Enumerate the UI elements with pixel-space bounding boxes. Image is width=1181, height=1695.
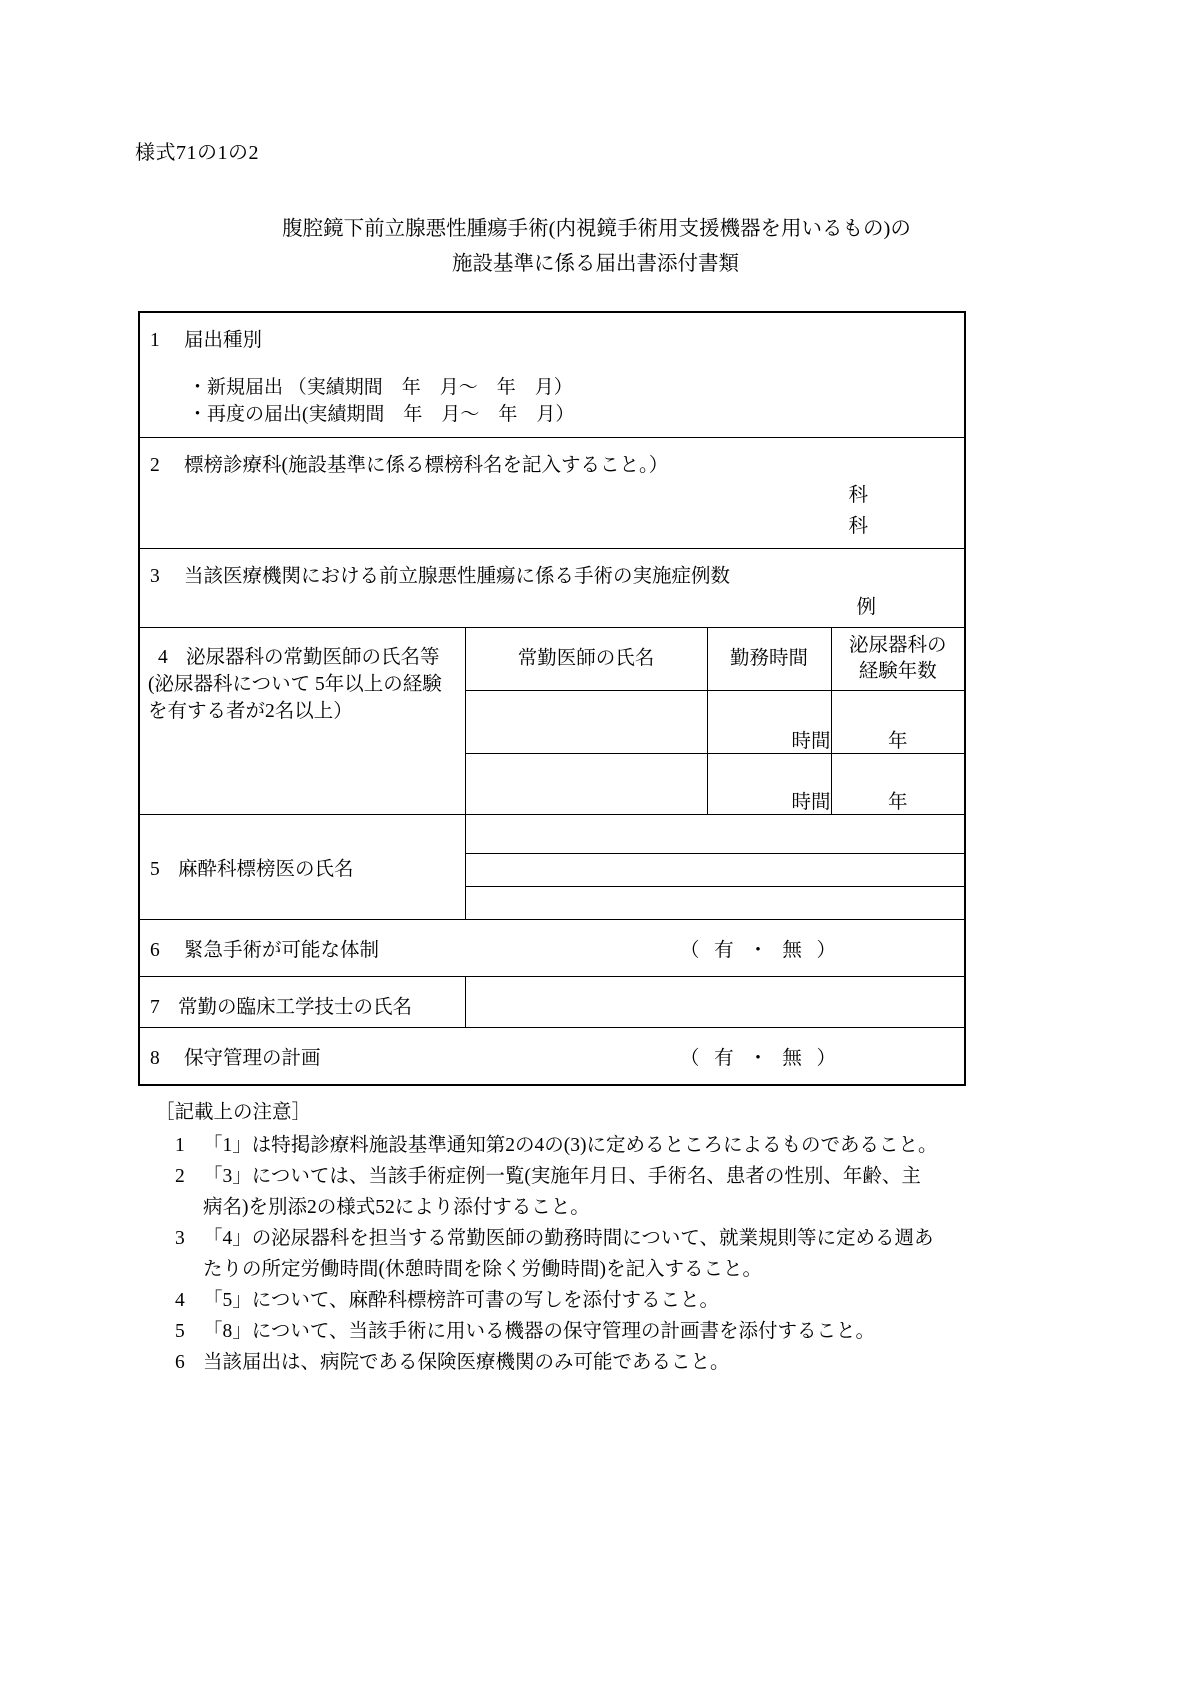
- doctor-2-experience-input[interactable]: 年: [831, 754, 965, 815]
- column-header-doctor-name: 常勤医師の氏名: [465, 628, 707, 691]
- section-8-choice[interactable]: （ 有 ・ 無 ）: [680, 1048, 837, 1069]
- section-4-label-cell: [139, 628, 465, 815]
- note-text: 「4」の泌尿器科を担当する常勤医師の勤務時間について、就業規則等に定める週あ: [203, 1228, 934, 1249]
- note-index: 5: [175, 1321, 185, 1342]
- table-row-section-5-a: [139, 815, 965, 854]
- section-4-header: [148, 644, 459, 671]
- note-text: 当該届出は、病院である保険医療機関のみ可能であること。: [203, 1352, 730, 1373]
- doctor-2-name-input[interactable]: [465, 754, 707, 815]
- section-7-header: [140, 977, 465, 1019]
- department-unit-1: 科: [848, 485, 869, 506]
- column-header-experience-line-1: 泌尿器科の: [849, 635, 947, 656]
- section-2-cell: [139, 438, 965, 549]
- note-index: 6: [175, 1352, 185, 1373]
- table-row-section-6: [139, 920, 965, 977]
- section-8-label: 保守管理の計画: [184, 1048, 321, 1069]
- section-2-number: 2: [150, 455, 160, 476]
- section-1-options: [140, 374, 964, 428]
- section-6-number: 6: [150, 940, 160, 961]
- column-header-working-hours: 勤務時間: [707, 628, 831, 691]
- form-number: 様式71の1の2: [135, 142, 259, 164]
- section-8-header: [140, 1028, 964, 1070]
- note-text: 「8」について、当該手術に用いる機器の保守管理の計画書を添付すること。: [203, 1321, 875, 1342]
- list-item: [155, 1223, 1035, 1285]
- section-2-label: 標榜診療科(施設基準に係る標榜科名を記入すること。）: [184, 455, 669, 476]
- table-row-section-4-head: [139, 628, 965, 691]
- note-index: 3: [175, 1228, 185, 1249]
- section-3-header: [140, 549, 964, 588]
- table-row-section-3: [139, 549, 965, 628]
- option-new-filing[interactable]: ・新規届出 （実績期間 年 月～ 年 月）: [188, 377, 573, 398]
- section-1-header: [140, 313, 964, 352]
- anesthesiologist-name-input-2[interactable]: [465, 854, 965, 887]
- note-text: 「3」については、当該手術症例一覧(実施年月日、手術名、患者の性別、年齢、主: [203, 1166, 921, 1187]
- note-index: 1: [175, 1135, 185, 1156]
- table-row-section-2: [139, 438, 965, 549]
- section-3-label: 当該医療機関における前立腺悪性腫瘍に係る手術の実施症例数: [184, 566, 731, 587]
- section-6-header: [140, 920, 964, 962]
- list-item: [155, 1316, 1035, 1347]
- table-row-section-7: [139, 977, 965, 1028]
- section-8-cell: [139, 1028, 965, 1086]
- doctor-2-hours-input[interactable]: 時間: [707, 754, 831, 815]
- note-text-cont: 病名)を別添2の様式52により添付すること。: [203, 1197, 590, 1218]
- section-8-number: 8: [150, 1048, 160, 1069]
- table-row-section-8: [139, 1028, 965, 1086]
- section-5-label-cell: [139, 815, 465, 920]
- section-3-number: 3: [150, 566, 160, 587]
- note-text-cont: たりの所定労働時間(休憩時間を除く労働時間)を記入すること。: [203, 1259, 762, 1280]
- list-item: [155, 1130, 1035, 1161]
- section-1-cell: [139, 312, 965, 438]
- title-line-1: 腹腔鏡下前立腺悪性腫瘍手術(内視鏡手術用支援機器を用いるもの)の: [282, 218, 911, 240]
- note-text: 「1」は特掲診療料施設基準通知第2の4の(3)に定めるところによるものであること。: [203, 1135, 938, 1156]
- case-count-unit: 例: [856, 597, 877, 618]
- list-item: [155, 1161, 1035, 1223]
- section-5-label: 麻酔科標榜医の氏名: [178, 859, 354, 880]
- section-4-label-line-2: (泌尿器科について 5年以上の経験: [148, 674, 442, 695]
- list-item: [155, 1347, 1035, 1378]
- section-1-label: 届出種別: [184, 330, 263, 351]
- notes-heading: ［記載上の注意］: [155, 1102, 312, 1123]
- column-header-experience-line-2: 経験年数: [858, 661, 937, 682]
- anesthesiologist-name-input-1[interactable]: [465, 815, 965, 854]
- department-unit-2: 科: [848, 516, 869, 537]
- title-line-2: 施設基準に係る届出書添付書類: [452, 253, 739, 275]
- section-7-label-cell: [139, 977, 465, 1028]
- notes-list: [155, 1130, 1035, 1378]
- list-item: [155, 1285, 1035, 1316]
- section-4-label-line-3: を有する者が2名以上）: [148, 701, 353, 722]
- section-1-number: 1: [150, 330, 160, 351]
- notes-section: [155, 1097, 1035, 1378]
- section-7-label: 常勤の臨床工学技士の氏名: [178, 997, 413, 1018]
- document-title: [0, 212, 1181, 282]
- section-5-number: 5: [150, 859, 160, 880]
- section-4-number: 4: [158, 647, 168, 668]
- column-header-experience-years: [831, 628, 965, 691]
- section-6-cell: [139, 920, 965, 977]
- section-6-choice[interactable]: （ 有 ・ 無 ）: [680, 940, 837, 961]
- section-4-label-line-1: 泌尿器科の常勤医師の氏名等: [186, 647, 440, 668]
- table-row-section-1: [139, 312, 965, 438]
- note-text: 「5」について、麻酔科標榜許可書の写しを添付すること。: [203, 1290, 719, 1311]
- anesthesiologist-name-input-3[interactable]: [465, 887, 965, 920]
- section-3-cell: [139, 549, 965, 628]
- section-5-header: [140, 853, 465, 881]
- doctor-1-name-input[interactable]: [465, 691, 707, 754]
- form-table: [138, 311, 966, 1086]
- note-index: 2: [175, 1166, 185, 1187]
- clinical-engineer-name-input[interactable]: [465, 977, 965, 1028]
- note-index: 4: [175, 1290, 185, 1311]
- option-refiling[interactable]: ・再度の届出(実績期間 年 月～ 年 月）: [188, 404, 575, 425]
- section-7-number: 7: [150, 997, 160, 1018]
- doctor-1-experience-input[interactable]: 年: [831, 691, 965, 754]
- doctor-1-hours-input[interactable]: 時間: [707, 691, 831, 754]
- section-6-label: 緊急手術が可能な体制: [184, 940, 380, 961]
- section-2-header: [140, 438, 964, 477]
- section-2-units: [849, 480, 869, 542]
